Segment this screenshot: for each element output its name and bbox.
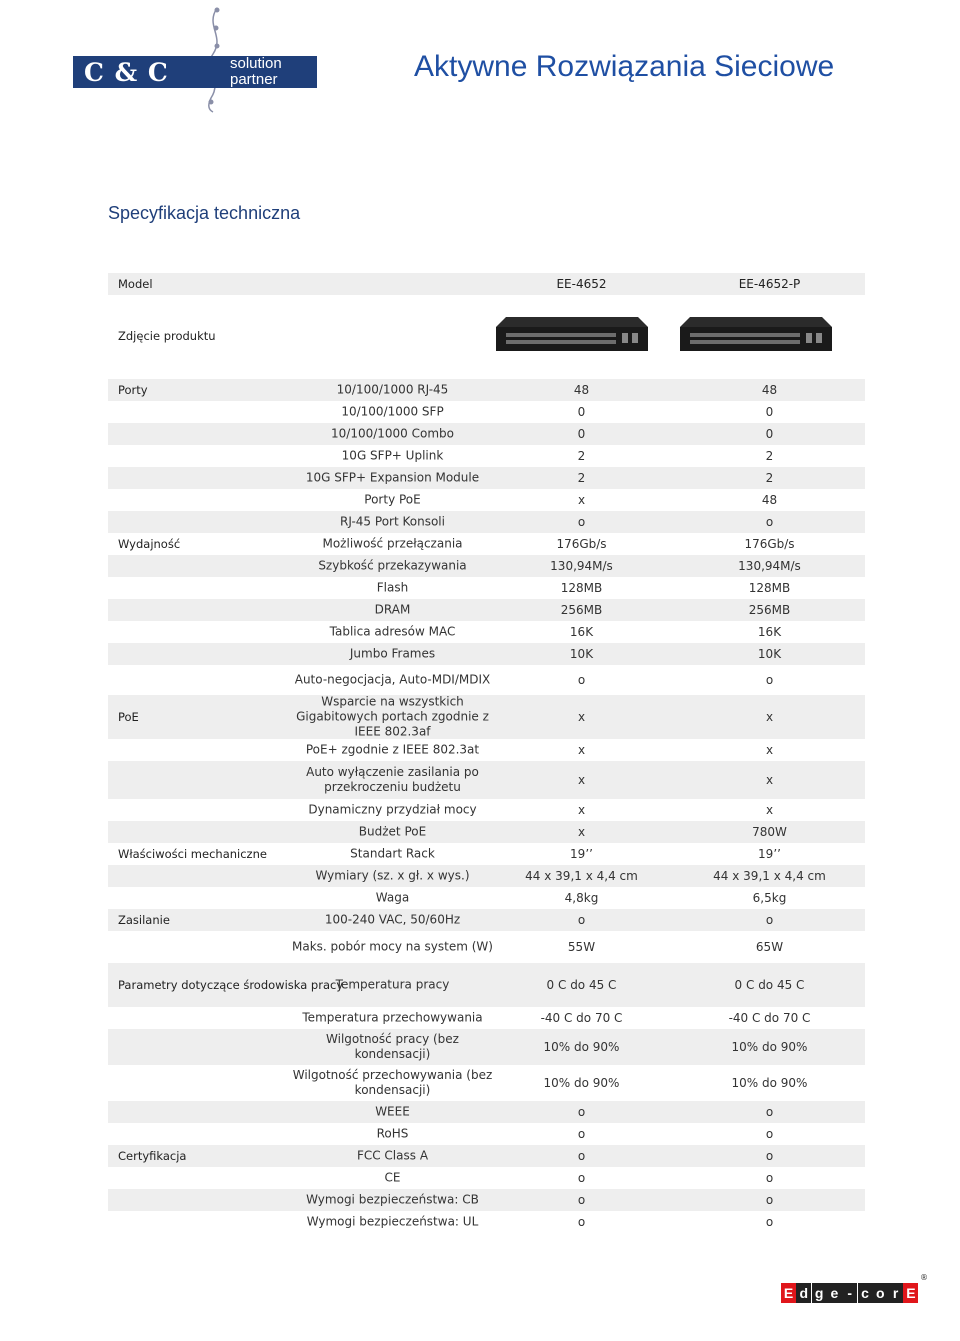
row-value-2: 0 [765,427,774,441]
row-value-2: o [765,673,774,687]
table-row [108,489,865,511]
row-feature: 10/100/1000 Combo [331,426,454,441]
row-value-2: 65W [755,940,784,954]
row-value-1: 16K [569,625,594,639]
row-feature: 100-240 VAC, 50/60Hz [324,912,461,927]
row-feature: Możliwość przełączania [322,536,463,551]
spacer [108,369,865,379]
row-value-2: o [765,1105,774,1119]
row-feature: Maks. pobór mocy na system (W) [292,939,493,954]
model-label: Model [118,277,153,291]
row-value-1: 10K [569,647,594,661]
header-title: Aktywne Rozwiązania Sieciowe [414,50,835,83]
row-value-2: x [765,773,774,787]
row-feature: Auto wyłączenie zasilania po przekroczeniu budżetu [306,765,479,794]
row-feature: Dynamiczny przydział mocy [308,802,477,817]
logo-letter: r [888,1283,903,1303]
table-row [108,931,865,963]
edgecore-logo [781,1273,928,1305]
row-value-1: o [577,1149,586,1163]
row-value-2: 0 [765,405,774,419]
row-value-1: o [577,673,586,687]
table-row [108,963,865,1007]
logo-cc-text: C & C [84,58,169,87]
row-value-2: 780W [752,825,787,839]
spacer [108,295,865,303]
row-feature: Standart Rack [350,846,435,861]
row-value-1: o [577,1215,586,1229]
table-row [108,621,865,643]
row-feature: PoE+ zgodnie z IEEE 802.3at [305,742,480,757]
row-value-1: o [577,1105,586,1119]
table-row [108,599,865,621]
table-row [108,821,865,843]
row-value-1: o [577,913,586,927]
row-value-1: 55W [567,940,596,954]
table-row [108,1101,865,1123]
row-feature: Wilgotność przechowywania (bez kondensacji) [292,1068,493,1097]
row-value-2: 0 C do 45 C [734,978,805,992]
row-value-2: 44 x 39,1 x 4,4 cm [713,869,826,883]
table-row [108,511,865,533]
table-row [108,555,865,577]
section-title: Specyfikacja techniczna [108,203,301,223]
model-1: EE-4652 [556,277,607,291]
row-value-1: 19’’ [570,847,593,861]
row-feature: Temperatura przechowywania [302,1010,483,1025]
table-row [108,533,865,555]
logo-letter: e [827,1283,842,1303]
table-row [108,799,865,821]
row-value-1: o [577,1127,586,1141]
table-row [108,1007,865,1029]
table-row [108,1065,865,1101]
logo-line2: partner [230,71,278,88]
row-value-2: x [765,803,774,817]
table-row [108,1123,865,1145]
row-feature: Wymiary (sz. x gł. x wys.) [315,868,470,883]
row-value-2: 48 [761,383,778,397]
table-row [108,643,865,665]
row-value-1: 130,94M/s [550,559,613,573]
logo-line1: solution [230,55,282,72]
row-value-2: 128MB [748,581,791,595]
row-value-1: 0 [577,405,586,419]
row-feature: Flash [376,580,409,595]
row-value-2: 2 [765,449,774,463]
table-row [108,1167,865,1189]
logo-letter: d [796,1283,811,1303]
row-value-1: -40 C do 70 C [540,1011,623,1025]
row-value-2: 48 [761,493,778,507]
row-category: Wydajność [118,537,181,551]
row-value-2: o [765,913,774,927]
page-header [0,0,960,115]
row-feature: 10G SFP+ Uplink [341,448,444,463]
table-row [108,665,865,695]
table-row [108,1145,865,1167]
table-row [108,761,865,799]
row-value-1: 10% do 90% [543,1040,620,1054]
row-value-1: 4,8kg [564,891,599,905]
row-feature: RJ-45 Port Konsoli [340,514,445,529]
table-row [108,401,865,423]
row-category: PoE [118,710,139,724]
row-value-1: 0 [577,427,586,441]
table-row [108,1029,865,1065]
row-value-1: 256MB [560,603,603,617]
row-value-2: 6,5kg [752,891,787,905]
photo-row [108,303,865,369]
row-value-1: x [577,743,586,757]
spec-rows [108,379,865,1233]
row-feature: Temperatura pracy [335,977,450,992]
row-value-2: 256MB [748,603,791,617]
table-row [108,739,865,761]
table-row [108,423,865,445]
row-value-2: -40 C do 70 C [728,1011,811,1025]
row-value-2: 16K [757,625,782,639]
row-value-1: o [577,1193,586,1207]
row-value-2: o [765,1171,774,1185]
row-feature: Budżet PoE [358,824,427,839]
row-value-1: o [577,515,586,529]
row-value-2: x [765,743,774,757]
row-value-2: o [765,1215,774,1229]
row-category: Zasilanie [118,913,170,927]
row-feature: FCC Class A [356,1148,429,1163]
logo-letter: g [812,1283,827,1303]
row-category: Porty [118,383,148,397]
table-row [108,843,865,865]
row-value-1: x [577,803,586,817]
row-value-1: 48 [573,383,590,397]
row-value-2: x [765,710,774,724]
row-value-1: x [577,710,586,724]
row-feature: Tablica adresów MAC [329,624,456,639]
row-value-1: 0 C do 45 C [546,978,617,992]
table-row [108,695,865,739]
logo-letter: o [873,1283,888,1303]
row-value-1: 128MB [560,581,603,595]
table-row [108,445,865,467]
row-value-2: 176Gb/s [744,537,795,551]
model-row [108,273,865,295]
row-feature: DRAM [374,602,411,617]
row-value-1: x [577,493,586,507]
row-value-2: 2 [765,471,774,485]
row-value-2: 10% do 90% [731,1040,808,1054]
row-feature: Waga [375,890,410,905]
row-value-1: 44 x 39,1 x 4,4 cm [525,869,638,883]
switch-photo-1 [496,313,648,353]
row-feature: Wilgotność pracy (bez kondensacji) [326,1032,459,1061]
logo-letter: E [781,1283,796,1303]
row-category: Właściwości mechaniczne [118,847,267,861]
table-row [108,379,865,401]
row-value-2: o [765,1193,774,1207]
table-row [108,865,865,887]
table-row [108,467,865,489]
row-value-2: 10% do 90% [731,1076,808,1090]
model-2: EE-4652-P [738,277,801,291]
row-value-1: x [577,773,586,787]
row-value-1: o [577,1171,586,1185]
row-feature: Porty PoE [364,492,421,507]
row-value-1: 176Gb/s [556,537,607,551]
table-row [108,909,865,931]
row-value-1: 2 [577,449,586,463]
row-category: Parametry dotyczące środowiska pracy [118,978,344,992]
row-value-2: 130,94M/s [738,559,801,573]
table-row [108,887,865,909]
table-row [108,577,865,599]
row-feature: Auto-negocjacja, Auto-MDI/MDIX [294,672,491,687]
row-value-1: 2 [577,471,586,485]
row-category: Certyfikacja [118,1149,187,1163]
row-value-2: 10K [757,647,782,661]
photo-label: Zdjęcie produktu [118,329,216,343]
row-feature: 10G SFP+ Expansion Module [305,470,480,485]
row-value-1: x [577,825,586,839]
row-feature: Szybkość przekazywania [318,558,467,573]
row-value-2: 19’’ [758,847,781,861]
row-value-2: o [765,1149,774,1163]
switch-photo-2 [680,313,832,353]
spec-table [108,273,865,1233]
logo-letter: E [903,1283,918,1303]
row-feature: Wymogi bezpieczeństwa: CB [306,1192,479,1207]
row-feature: CE [384,1170,401,1185]
row-value-2: o [765,515,774,529]
row-feature: 10/100/1000 SFP [341,404,444,419]
logo-letter: - [842,1283,857,1303]
logo-letter: c [858,1283,873,1303]
table-row [108,1211,865,1233]
row-feature: WEEE [375,1104,410,1119]
row-feature: Jumbo Frames [349,646,436,661]
row-feature: RoHS [376,1126,409,1141]
row-value-2: o [765,1127,774,1141]
row-feature: 10/100/1000 RJ-45 [336,382,449,397]
table-row [108,1189,865,1211]
row-value-1: 10% do 90% [543,1076,620,1090]
logo-solution-partner [230,56,282,88]
registered-mark: ® [920,1273,928,1282]
row-feature: Wsparcie na wszystkich Gigabitowych portach zgodnie z IEEE 802.3af [296,694,489,739]
row-feature: Wymogi bezpieczeństwa: UL [306,1214,479,1229]
